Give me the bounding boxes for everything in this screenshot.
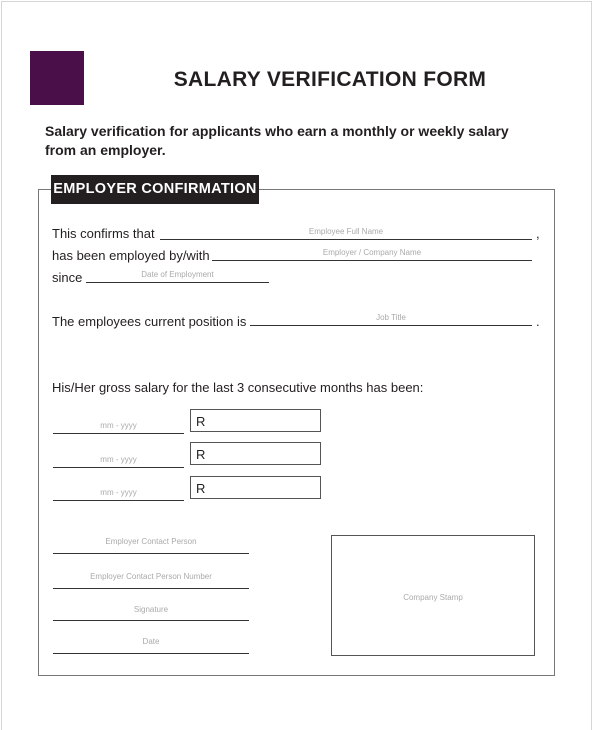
brand-logo-square	[30, 51, 84, 105]
contact-person-placeholder: Employer Contact Person	[105, 537, 197, 546]
salary-3-field[interactable]	[190, 476, 321, 499]
contact-person-field[interactable]	[53, 537, 249, 554]
month-3-field[interactable]	[53, 488, 184, 501]
job-title-field[interactable]	[250, 313, 532, 326]
signature-field[interactable]	[53, 605, 249, 621]
period: .	[536, 314, 540, 329]
company-stamp-label: Company Stamp	[403, 593, 463, 602]
month-placeholder: mm - yyyy	[100, 421, 137, 430]
position-label: The employees current position is	[52, 314, 247, 329]
employment-date-field[interactable]	[86, 270, 269, 283]
contact-number-field[interactable]	[53, 572, 249, 589]
month-2-field[interactable]	[53, 455, 184, 468]
employer-name-field[interactable]	[212, 248, 532, 261]
since-label: since	[52, 270, 83, 285]
form-subtitle: Salary verification for applicants who earn a monthly or weekly salary from an employer.	[45, 123, 509, 158]
employee-name-field[interactable]	[160, 227, 532, 240]
employer-name-placeholder: Employer / Company Name	[322, 248, 422, 257]
currency-label: R	[196, 414, 206, 429]
confirms-label: This confirms that	[52, 226, 155, 241]
month-placeholder: mm - yyyy	[100, 488, 137, 497]
form-title: SALARY VERIFICATION FORM	[173, 68, 487, 91]
contact-number-placeholder: Employer Contact Person Number	[90, 572, 212, 581]
employee-name-placeholder: Employee Full Name	[308, 227, 384, 236]
job-title-placeholder: Job Title	[376, 313, 406, 322]
section-heading: EMPLOYER CONFIRMATION	[51, 175, 259, 204]
employed-label: has been employed by/with	[52, 248, 210, 263]
comma: ,	[536, 226, 540, 241]
employment-date-placeholder: Date of Employment	[141, 270, 214, 279]
salary-2-field[interactable]	[190, 442, 321, 465]
date-field[interactable]	[53, 637, 249, 654]
month-placeholder: mm - yyyy	[100, 455, 137, 464]
currency-label: R	[196, 481, 206, 496]
salary-label: His/Her gross salary for the last 3 consecutive months has been:	[52, 380, 424, 395]
month-1-field[interactable]	[53, 421, 184, 434]
company-stamp-box	[331, 535, 535, 656]
date-placeholder: Date	[142, 637, 160, 646]
currency-label: R	[196, 447, 206, 462]
signature-placeholder: Signature	[133, 605, 169, 614]
salary-1-field[interactable]	[190, 409, 321, 432]
